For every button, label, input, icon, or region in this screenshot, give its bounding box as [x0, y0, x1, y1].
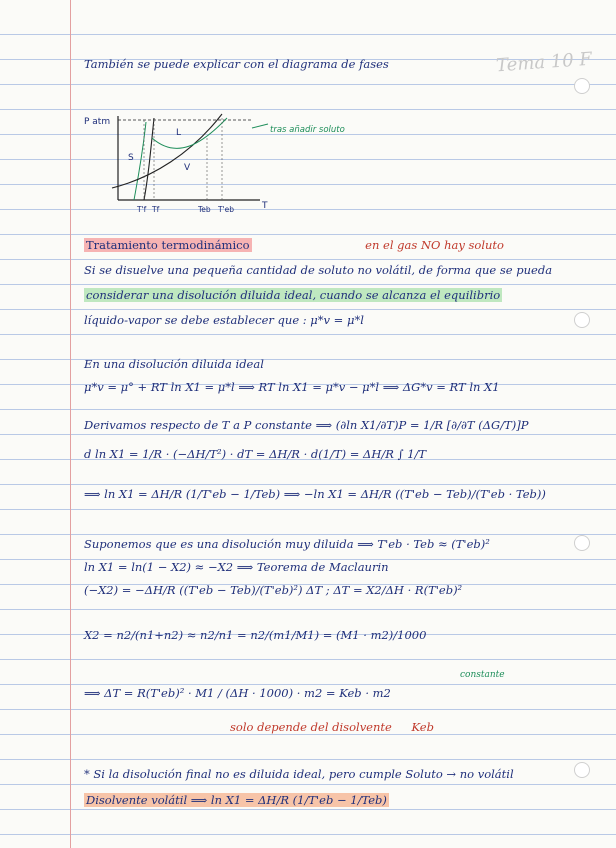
section3-l1: Suponemos que es una disolución muy diluida ⟹ T'eb · Teb ≈ (T'eb)²	[84, 537, 490, 551]
region-solid-label: S	[128, 153, 134, 163]
section3-l6-keb: Keb	[411, 720, 434, 734]
section3-l6-text: solo depende del disolvente	[230, 720, 392, 734]
tick-tf: Tf	[152, 205, 160, 214]
vaporization-curve	[112, 114, 222, 188]
section2-l3: Derivamos respecto de T a P constante ⟹ (∂ln X1/∂T)P = 1/R [∂/∂T (ΔG/T)]P	[84, 418, 529, 432]
section1-p1: Si se disuelve una pequeña cantidad de soluto no volátil, de forma que se pueda	[84, 263, 553, 277]
section1-heading	[84, 238, 604, 252]
section3-l6	[230, 720, 590, 734]
section4-l2: Disolvente volátil ⟹ ln X1 = ΔH/R (1/T'eb − 1/Teb)	[86, 793, 387, 807]
section1-p2-line	[84, 288, 604, 302]
section4-l1: * Si la disolución final no es diluida ideal, pero cumple Soluto → no volátil	[84, 767, 514, 781]
section3-l4: X2 = n2/(n1+n2) ≈ n2/n1 = n2/(m1/M1) = (M1 · m2)/1000	[84, 628, 427, 642]
tick-teb: Teb	[198, 205, 211, 214]
intro-text: También se puede explicar con el diagrama de fases	[84, 57, 389, 71]
tick-tf-prime: T'f	[137, 205, 147, 214]
p-axis-label: P atm	[84, 117, 111, 127]
section2-l5: ⟹ ln X1 = ΔH/R (1/T'eb − 1/Teb) ⟹ −ln X1 = ΔH/R ((T'eb − Teb)/(T'eb · Teb))	[84, 487, 546, 501]
section3-l5: ⟹ ΔT = R(T'eb)² · M1 / (ΔH · 1000) · m2 = Keb · m2	[84, 686, 391, 700]
section2-l2: μ*v = μ° + RT ln X1 = μ*l ⟹ RT ln X1 = μ*v − μ*l ⟹ ΔG*v = RT ln X1	[84, 380, 500, 394]
section2-l1: En una disolución diluida ideal	[84, 357, 264, 371]
annotation-text: tras añadir soluto	[270, 125, 345, 135]
binder-hole	[574, 78, 590, 94]
section1-title: Tratamiento termodinámico	[86, 238, 250, 252]
section1-p2: considerar una disolución diluida ideal, cuando se alcanza el equilibrio	[86, 288, 501, 302]
section4-l2-line	[84, 793, 604, 807]
constant-note-text: constante	[460, 670, 505, 680]
section1-p3: líquido-vapor se debe establecer que : μ*v = μ*l	[84, 313, 364, 327]
region-liquid-label: L	[176, 128, 182, 138]
section3-l3: (−X2) = −ΔH/R ((T'eb − Teb)/(T'eb)²) ΔT ; ΔT = X2/ΔH · R(T'eb)²	[84, 583, 463, 597]
annotation-arrow	[252, 124, 268, 128]
bleed-through-text: Tema 10 F	[495, 48, 593, 77]
tick-teb-prime: T'eb	[218, 205, 235, 214]
t-axis-label: T	[262, 201, 268, 211]
phase-diagram	[82, 108, 345, 223]
constant-note	[460, 670, 580, 680]
section2-l4: d ln X1 = 1/R · (−ΔH/T²) · dT = ΔH/R · d(1/T) = ΔH/R ∫ 1/T	[84, 447, 427, 461]
margin-line	[70, 0, 71, 848]
section1-note: en el gas NO hay soluto	[365, 238, 504, 252]
section3-l2: ln X1 = ln(1 − X2) ≈ −X2 ⟹ Teorema de Maclaurin	[84, 560, 389, 574]
region-vapor-label: V	[184, 163, 191, 173]
